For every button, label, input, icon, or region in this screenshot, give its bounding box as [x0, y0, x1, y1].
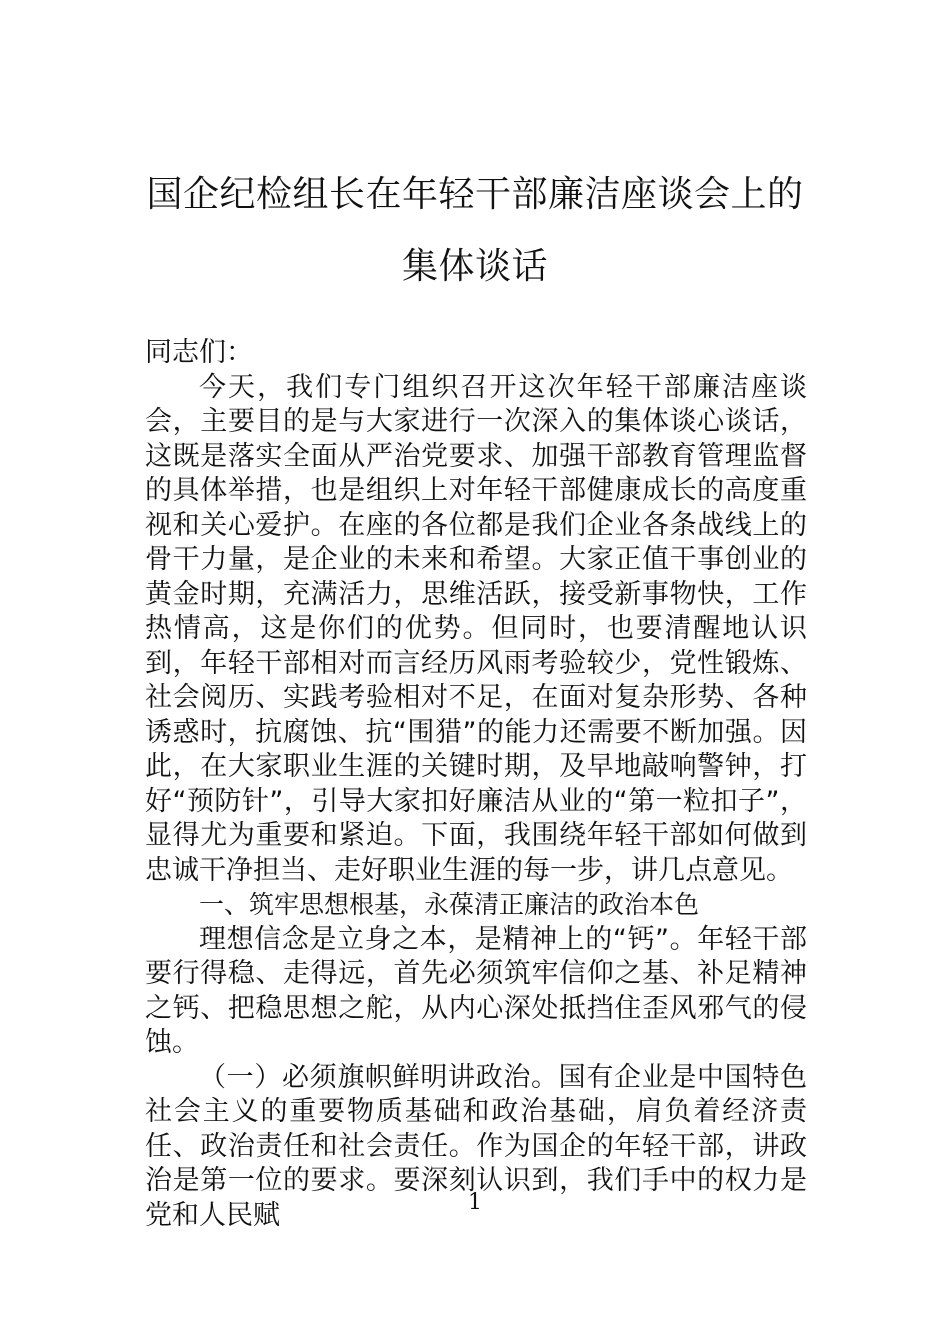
section-heading-1: 一、筑牢思想根基，永葆清正廉洁的政治本色: [199, 890, 700, 919]
document-body: [145, 336, 807, 1233]
salutation: 同志们：: [145, 337, 253, 368]
page-number: 1: [468, 1190, 482, 1215]
document-title-line-1: 国企纪检组长在年轻干部廉洁座谈会上的: [146, 174, 804, 215]
paragraph-section-1: 理想信念是立身之本，是精神上的“钙”。年轻干部要行得稳、走得远，首先必须筑牢信仰之基、补足精神之钙、把稳思想之舵，从内心深处抵挡住歪风邪气的侵蚀。: [145, 923, 807, 1058]
paragraph-intro: 今天，我们专门组织召开这次年轻干部廉洁座谈会，主要目的是与大家进行一次深入的集体谈心谈话，这既是落实全面从严治党要求、加强干部教育管理监督的具体举措，也是组织上对年轻干部健康成长的高度重视和关心爱护。在座的各位都是我们企业各条战线上的骨干力量，是企业的未来和希望。大家正值干事创业的黄金时期，充满活力，思维活跃，接受新事物快，工作热情高，这是你们的优势。但同时，也要清醒地认识到，年轻干部相对而言经历风雨考验较少，党性锻炼、社会阅历、实践考验相对不足，在面对复杂形势、各种诱惑时，抗腐蚀、抗“围猎”的能力还需要不断加强。因此，在大家职业生涯的关键时期，及早地敲响警钟，打好“预防针”，引导大家扣好廉洁从业的“第一粒扣子”，显得尤为重要和紧迫。下面，我围绕年轻干部如何做到忠诚干净担当、走好职业生涯的每一步，讲几点意见。: [145, 371, 807, 886]
paragraph-subsection-1: （一）必须旗帜鲜明讲政治。国有企业是中国特色社会主义的重要物质基础和政治基础，肩负着经济责任、政治责任和社会责任。作为国企的年轻干部，讲政治是第一位的要求。要深刻认识到，我们手中的权力是党和人民赋: [145, 1061, 807, 1231]
document-title-line-2: 集体谈话: [401, 246, 548, 287]
